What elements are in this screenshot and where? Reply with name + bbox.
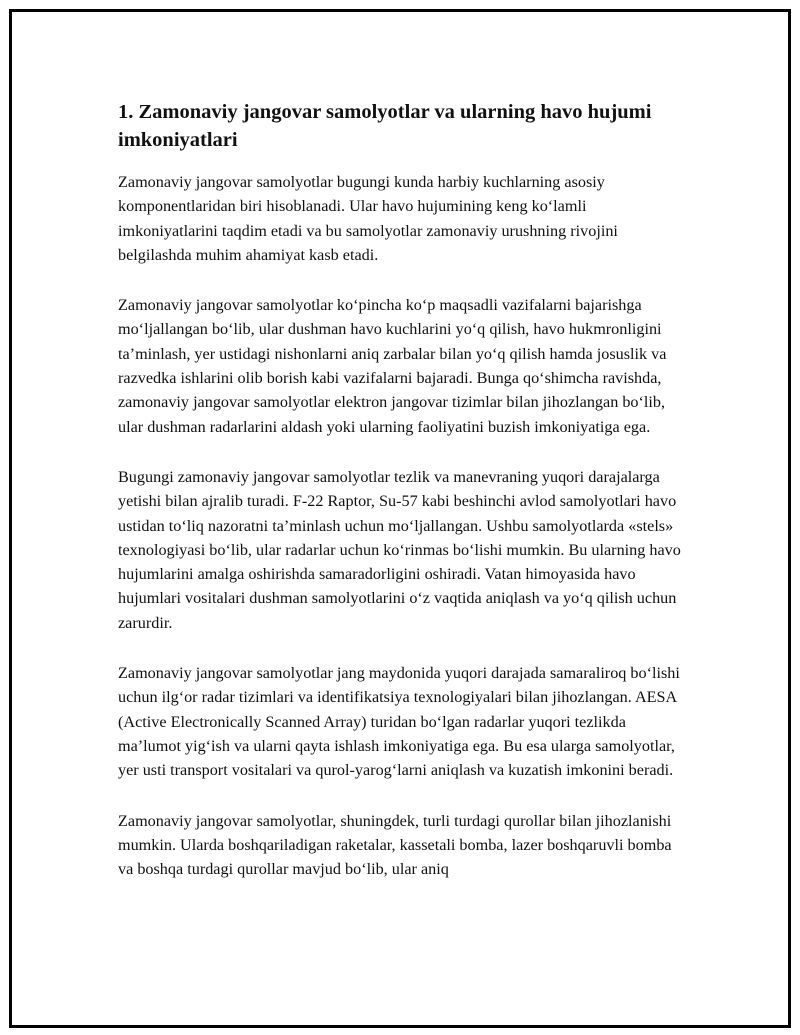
paragraph-2: Zamonaviy jangovar samolyotlar koʻpincha koʻp maqsadli vazifalarni bajarishga moʻljallangan boʻlib, ular dushman havo kuchlarini yoʻq qilish, havo hukmronligini taʼminlash, yer ustidagi nishonlarni aniq zarbalar bilan yoʻq qilish hamda josuslik va razvedka ishlarini olib borish kabi vazifalarni bajaradi. Bunga qoʻshimcha ravishda, zamonaviy jangovar samolyotlar elektron jangovar tizimlar bilan jihozlangan boʻlib, ular dushman radarlarini aldash yoki ularning faoliyatini buzish imkoniyatiga ega. xyxy=(118,296,667,436)
paragraph-5: Zamonaviy jangovar samolyotlar, shuningdek, turli turdagi qurollar bilan jihozlanishi mumkin. Ularda boshqariladigan raketalar, kassetali bomba, lazer boshqaruvli bomba va boshqa turdagi qurollar mavjud boʻlib, ular aniq xyxy=(118,811,672,879)
section-heading: 1. Zamonaviy jangovar samolyotlar va ularning havo hujumi imkoniyatlari xyxy=(118,101,652,151)
paragraph-3: Bugungi zamonaviy jangovar samolyotlar tezlik va manevraning yuqori darajalarga yetishi bilan ajralib turadi. F-22 Raptor, Su-57 kabi beshinchi avlod samolyotlari havo ustidan toʻliq nazoratni taʼminlash uchun moʻljallangan. Ushbu samolyotlarda «stels» texnologiyasi boʻlib, ular radarlar uchun koʻrinmas boʻlishi mumkin. Bu ularning havo hujumlarini amalga oshirishda samaradorligini oshiradi. Vatan himoyasida havo hujumlari vositalari dushman samolyotlarini oʻz vaqtida aniqlash va yoʻq qilish uchun zarurdir. xyxy=(118,467,681,632)
document-body xyxy=(118,98,688,907)
paragraph-4: Zamonaviy jangovar samolyotlar jang maydonida yuqori darajada samaraliroq boʻlishi uchun ilgʻor radar tizimlari va identifikatsiya texnologiyalari bilan jihozlangan. AESA (Active Electronically Scanned Array) turidan boʻlgan radarlar yuqori tezlikda maʼlumot yigʻish va ularni qayta ishlash imkoniyatiga ega. Bu esa ularga samolyotlar, yer usti transport vositalari va qurol-yarogʻlarni aniqlash va kuzatish imkonini beradi. xyxy=(118,664,680,780)
document-page xyxy=(9,9,791,1028)
paragraph-1: Zamonaviy jangovar samolyotlar bugungi kunda harbiy kuchlarning asosiy komponentlaridan biri hisoblanadi. Ular havo hujumining keng koʻlamli imkoniyatlarini taqdim etadi va bu samolyotlar zamonaviy urushning rivojini belgilashda muhim ahamiyat kasb etadi. xyxy=(118,173,618,264)
